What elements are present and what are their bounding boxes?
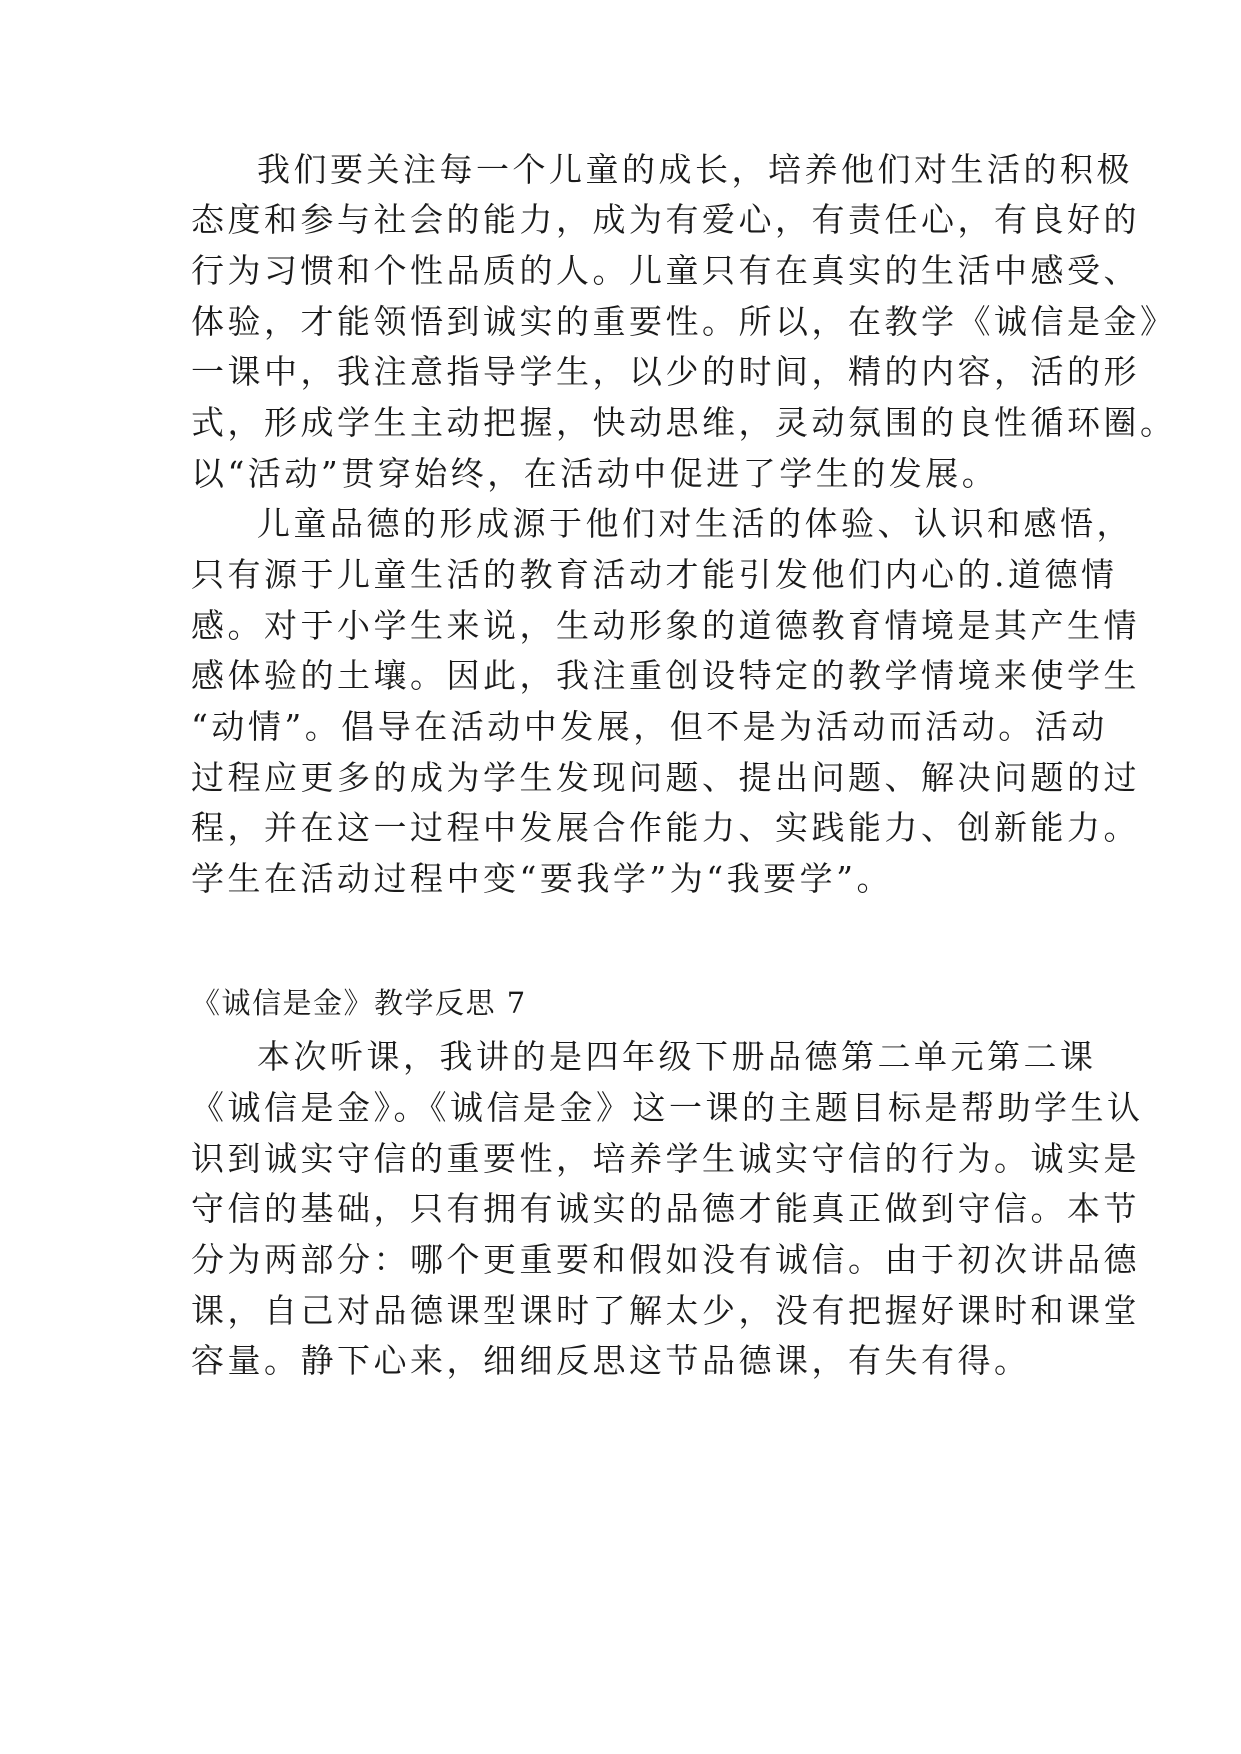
paragraph-1-line-6: 式，形成学生主动把握，快动思维，灵动氛围的良性循环圈。 [191,403,1177,442]
paragraph-2-line-3: 感。对于小学生来说，生动形象的道德教育情境是其产生情 [191,606,1140,645]
paragraph-3-line-3: 识到诚实守信的重要性，培养学生诚实守信的行为。诚实是 [191,1139,1140,1178]
section-heading: 《诚信是金》教学反思 7 [191,986,527,1020]
paragraph-3-line-5: 分为两部分：哪个更重要和假如没有诚信。由于初次讲品德 [191,1240,1140,1279]
paragraph-2-line-5: “动情”。倡导在活动中发展，但不是为活动而活动。活动 [191,707,1108,746]
paragraph-2-line-7: 程，并在这一过程中发展合作能力、实践能力、创新能力。 [191,808,1140,847]
paragraph-1-line-4: 体验，才能领悟到诚实的重要性。所以，在教学《诚信是金》 [191,302,1177,341]
paragraph-1-line-5: 一课中，我注意指导学生，以少的时间，精的内容，活的形 [191,352,1140,391]
paragraph-3-line-2: 《诚信是金》。《诚信是金》这一课的主题目标是帮助学生认 [191,1088,1144,1127]
paragraph-1-line-2: 态度和参与社会的能力，成为有爱心，有责任心，有良好的 [191,200,1140,239]
paragraph-2-line-2: 只有源于儿童生活的教育活动才能引发他们内心的.道德情 [191,555,1118,594]
paragraph-2-line-6: 过程应更多的成为学生发现问题、提出问题、解决问题的过 [191,758,1140,797]
paragraph-3-line-4: 守信的基础，只有拥有诚实的品德才能真正做到守信。本节 [191,1189,1140,1228]
paragraph-2-line-4: 感体验的土壤。因此，我注重创设特定的教学情境来使学生 [191,656,1140,695]
paragraph-2-line-8: 学生在活动过程中变“要我学”为“我要学”。 [191,859,893,898]
paragraph-1-line-7: 以“活动”贯穿始终，在活动中促进了学生的发展。 [191,454,999,493]
paragraph-1-line-1: 我们要关注每一个儿童的成长，培养他们对生活的积极 [257,150,1133,189]
paragraph-3-line-6: 课，自己对品德课型课时了解太少，没有把握好课时和课堂 [191,1291,1140,1330]
paragraph-2-line-1: 儿童品德的形成源于他们对生活的体验、认识和感悟， [257,504,1133,543]
paragraph-3-line-1: 本次听课，我讲的是四年级下册品德第二单元第二课 [257,1037,1097,1076]
paragraph-1-line-3: 行为习惯和个性品质的人。儿童只有在真实的生活中感受、 [191,251,1140,290]
paragraph-3-line-7: 容量。静下心来，细细反思这节品德课，有失有得。 [191,1341,1031,1380]
